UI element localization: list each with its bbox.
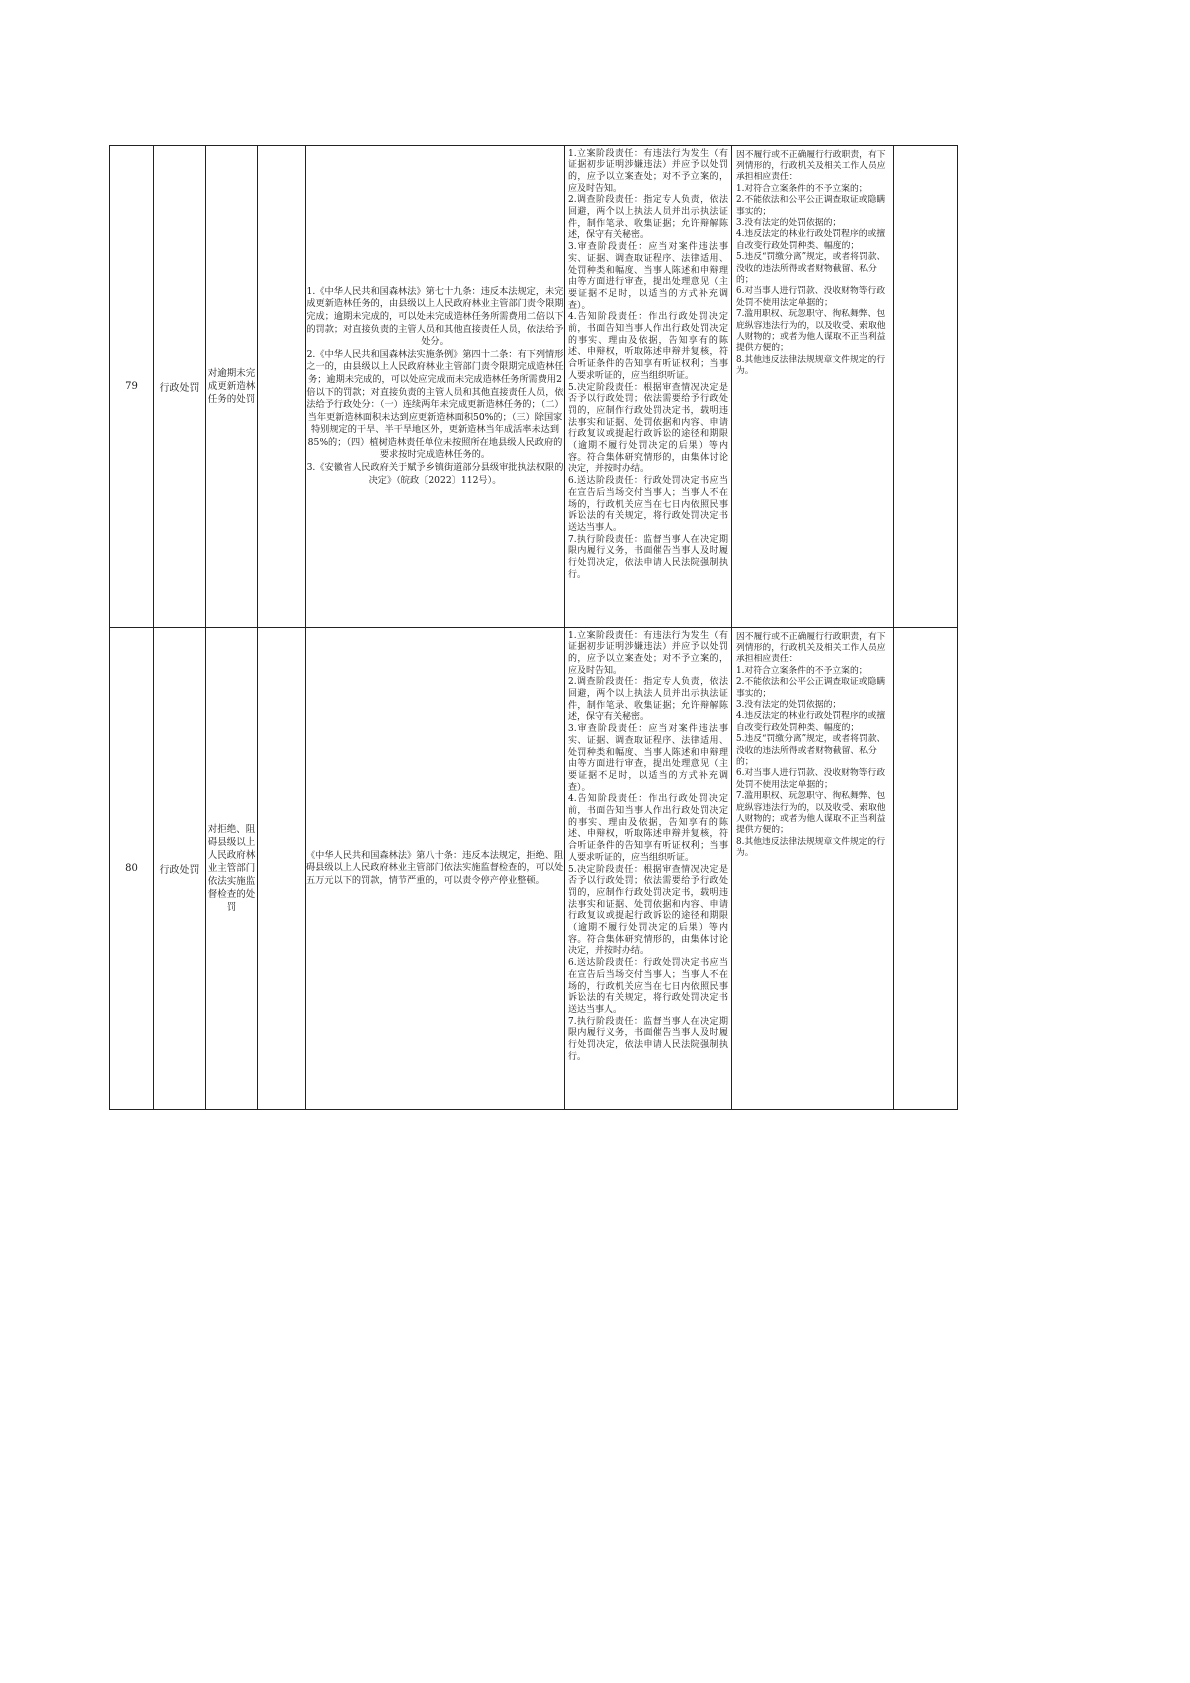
basis-clause: 《中华人民共和国森林法》第八十条：违反本法规定，拒绝、阻碍县级以上人民政府林业主管部门依法实施监督检查的，可以处五万元以下的罚款，情节严重的，可以责令停产停业整顿。: [306, 849, 564, 886]
responsibility-item: 2.调查阶段责任：指定专人负责，依法回避，两个以上执法人员并出示执法证件，制作笔录、收集证据；允许辩解陈述，保守有关秘密。: [568, 677, 728, 723]
accountability-cell: [732, 146, 894, 628]
responsibility-item: 3.审查阶段责任：应当对案件违法事实、证据、调查取证程序、法律适用、处罚种类和幅度、当事人陈述和申辩理由等方面进行审查，提出处理意见（主要证据不足时，以适当的方式补充调查）。: [568, 724, 728, 793]
item-name: 对拒绝、阻碍县级以上人民政府林业主管部门依法实施监督检查的处罚: [206, 628, 258, 1110]
responsibility-item: 4.告知阶段责任：作出行政处罚决定前，书面告知当事人作出行政处罚决定的事实、理由及依据，告知享有的陈述、申辩权，听取陈述申辩并复核，符合听证条件的告知享有听证权利；当事人要求听证的，应当组织听证。: [568, 312, 728, 381]
table-row: [110, 628, 958, 1110]
accountability-item: 1.对符合立案条件的不予立案的；: [736, 183, 868, 194]
accountability-item: 7.滥用职权、玩忽职守、徇私舞弊、包庇纵容违法行为的，以及收受、索取他人财物的；或者为他人谋取不正当利益提供方便的；: [736, 309, 886, 354]
responsibility-item: 4.告知阶段责任：作出行政处罚决定前，书面告知当事人作出行政处罚决定的事实、理由及依据，告知享有的陈述、申辩权，听取陈述申辩并复核，符合听证条件的告知享有听证权利；当事人要求听证的，应当组织听证。: [568, 794, 728, 863]
remarks-cell: [894, 146, 958, 628]
responsibility-item: 1.立案阶段责任：有违法行为发生（有证据初步证明涉嫌违法）并应予以处罚的，应予以立案查处；对不予立案的，应及时告知。: [568, 630, 728, 676]
legal-basis: [306, 628, 565, 1110]
basis-clause: 3.《安徽省人民政府关于赋予乡镇街道部分县级审批执法权限的决定》（皖政〔2022〕112号）。: [306, 462, 564, 486]
power-category: 行政处罚: [154, 628, 206, 1110]
responsibility-item: 2.调查阶段责任：指定专人负责，依法回避，两个以上执法人员并出示执法证件，制作笔录、收集证据；允许辩解陈述，保守有关秘密。: [568, 195, 728, 241]
accountability-item: 6.对当事人进行罚款、没收财物等行政处罚不使用法定单据的；: [736, 286, 886, 308]
responsibility-cell: [565, 146, 732, 628]
accountability-item: 7.滥用职权、玩忽职守、徇私舞弊、包庇纵容违法行为的，以及收受、索取他人财物的；或者为他人谋取不正当利益提供方便的；: [736, 791, 886, 836]
accountability-item: 8.其他违反法律法规规章文件规定的行为。: [736, 836, 886, 859]
responsibility-item: 5.决定阶段责任：根据审查情况决定是否予以行政处罚；依法需要给予行政处罚的，应制作行政处罚决定书，载明违法事实和证据、处罚依据和内容、申请行政复议或提起行政诉讼的途径和期限（逾期不履行处罚决定的后果）等内容。符合集体研究情形的，由集体讨论决定，并按时办结。: [568, 864, 728, 957]
sub-item-cell: [258, 628, 306, 1110]
row-number: 79: [110, 146, 154, 628]
power-list-table: [109, 145, 958, 1110]
basis-clause: 2.《中华人民共和国森林法实施条例》第四十二条：有下列情形之一的，由县级以上人民政府林业主管部门责令限期完成造林任务；逾期未完成的，可以处应完成而未完成造林任务所需费用2倍以下的罚款；对直接负责的主管人员和其他直接责任人员，依法给予行政处分：（一）连续两年未完成更新造林任务的；（二）当年更新造林面积未达到应更新造林面积50%的；（三）除国家特别规定的干旱、半干旱地区外，更新造林当年成活率未达到85%的；（四）植树造林责任单位未按照所在地县级人民政府的要求按时完成造林任务的。: [306, 348, 564, 461]
accountability-item: 5.违反“罚缴分离”规定，或者将罚款、没收的违法所得或者财物截留、私分的；: [736, 734, 886, 767]
responsibility-item: 1.立案阶段责任：有违法行为发生（有证据初步证明涉嫌违法）并应予以处罚的，应予以立案查处；对不予立案的，应及时告知。: [568, 148, 728, 194]
row-number: 80: [110, 628, 154, 1110]
accountability-item: 因不履行或不正确履行行政职责，有下列情形的，行政机关及相关工作人员应承担相应责任：: [736, 149, 886, 183]
responsibility-item: 3.审查阶段责任：应当对案件违法事实、证据、调查取证程序、法律适用、处罚种类和幅度、当事人陈述和申辩理由等方面进行审查，提出处理意见（主要证据不足时，以适当的方式补充调查）。: [568, 242, 728, 311]
power-category: 行政处罚: [154, 146, 206, 628]
accountability-item: 6.对当事人进行罚款、没收财物等行政处罚不使用法定单据的；: [736, 768, 886, 790]
responsibility-cell: [565, 628, 732, 1110]
accountability-item: 2.不能依法和公平公正调查取证或隐瞒事实的；: [736, 195, 886, 217]
accountability-item: 1.对符合立案条件的不予立案的；: [736, 665, 868, 676]
accountability-item: 因不履行或不正确履行行政职责，有下列情形的，行政机关及相关工作人员应承担相应责任：: [736, 631, 886, 665]
responsibility-item: 7.执行阶段责任：监督当事人在决定期限内履行义务，书面催告当事人及时履行处罚决定，依法申请人民法院强制执行。: [568, 1016, 728, 1062]
accountability-item: 4.违反法定的林业行政处罚程序的或擅自改变行政处罚种类、幅度的；: [736, 711, 886, 733]
responsibility-item: 6.送达阶段责任：行政处罚决定书应当在宣告后当场交付当事人；当事人不在场的，行政机关应当在七日内依照民事诉讼法的有关规定，将行政处罚决定书送达当事人。: [568, 958, 728, 1015]
remarks-cell: [894, 628, 958, 1110]
responsibility-item: 6.送达阶段责任：行政处罚决定书应当在宣告后当场交付当事人；当事人不在场的，行政机关应当在七日内依照民事诉讼法的有关规定，将行政处罚决定书送达当事人。: [568, 476, 728, 533]
table-row: [110, 146, 958, 628]
accountability-item: 4.违反法定的林业行政处罚程序的或擅自改变行政处罚种类、幅度的；: [736, 229, 886, 251]
responsibility-item: 7.执行阶段责任：监督当事人在决定期限内履行义务，书面催告当事人及时履行处罚决定，依法申请人民法院强制执行。: [568, 534, 728, 580]
accountability-item: 2.不能依法和公平公正调查取证或隐瞒事实的；: [736, 677, 886, 699]
accountability-item: 3.没有法定的处罚依据的；: [736, 699, 842, 710]
accountability-item: 8.其他违反法律法规规章文件规定的行为。: [736, 354, 886, 377]
sub-item-cell: [258, 146, 306, 628]
accountability-item: 3.没有法定的处罚依据的；: [736, 217, 842, 228]
responsibility-item: 5.决定阶段责任：根据审查情况决定是否予以行政处罚；依法需要给予行政处罚的，应制作行政处罚决定书，载明违法事实和证据、处罚依据和内容、申请行政复议或提起行政诉讼的途径和期限（逾期不履行处罚决定的后果）等内容。符合集体研究情形的，由集体讨论决定，并按时办结。: [568, 382, 728, 475]
basis-clause: 1.《中华人民共和国森林法》第七十九条：违反本法规定，未完成更新造林任务的，由县级以上人民政府林业主管部门责令限期完成；逾期未完成的，可以处未完成造林任务所需费用二倍以下的罚款；对直接负责的主管人员和其他直接责任人员，依法给予处分。: [306, 285, 564, 348]
item-name: 对逾期未完成更新造林任务的处罚: [206, 146, 258, 628]
accountability-item: 5.违反“罚缴分离”规定，或者将罚款、没收的违法所得或者财物截留、私分的；: [736, 252, 886, 285]
legal-basis: [306, 146, 565, 628]
accountability-cell: [732, 628, 894, 1110]
